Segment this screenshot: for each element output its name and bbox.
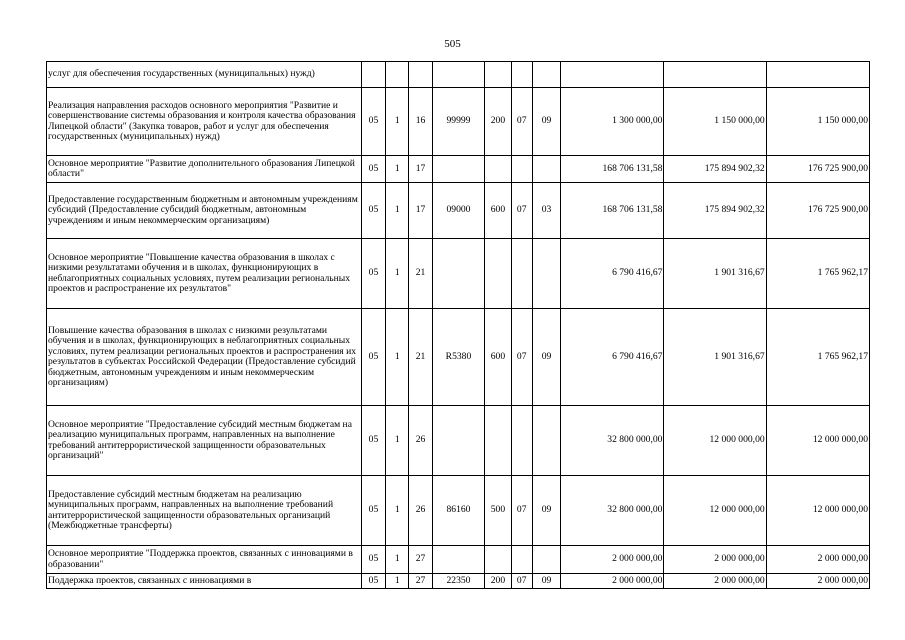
code-cell: 09 [532, 574, 560, 589]
code-cell: 16 [409, 88, 432, 156]
code-cell: 1 [386, 574, 409, 589]
amount-cell [664, 62, 766, 88]
code-cell [432, 156, 485, 183]
amount-cell: 32 800 000,00 [561, 476, 664, 546]
amount-cell [561, 62, 664, 88]
code-cell [511, 406, 532, 476]
code-cell [511, 239, 532, 309]
code-cell: 26 [409, 476, 432, 546]
code-cell: 27 [409, 546, 432, 574]
row-description: Предоставление субсидий местным бюджетам на реализацию муниципальных программ, направленных на выполнение требований антитеррористической защищенности образовательных организаций (Межбюджетные трансферты) [47, 476, 362, 546]
code-cell [432, 62, 485, 88]
code-cell [532, 156, 560, 183]
code-cell: 17 [409, 183, 432, 239]
code-cell: 07 [511, 309, 532, 406]
code-cell: 05 [361, 156, 385, 183]
table-row [47, 309, 870, 406]
amount-cell: 32 800 000,00 [561, 406, 664, 476]
code-cell: 1 [386, 546, 409, 574]
code-cell: 09000 [432, 183, 485, 239]
code-cell: 22350 [432, 574, 485, 589]
code-cell [386, 62, 409, 88]
table-row [47, 476, 870, 546]
code-cell [532, 62, 560, 88]
code-cell [432, 406, 485, 476]
code-cell [485, 239, 511, 309]
table-row [47, 62, 870, 88]
code-cell: 09 [532, 476, 560, 546]
code-cell [361, 62, 385, 88]
code-cell [485, 406, 511, 476]
amount-cell: 1 765 962,17 [766, 239, 869, 309]
code-cell: 17 [409, 156, 432, 183]
code-cell [485, 62, 511, 88]
amount-cell: 176 725 900,00 [766, 156, 869, 183]
code-cell: 1 [386, 88, 409, 156]
amount-cell: 1 300 000,00 [561, 88, 664, 156]
code-cell: 1 [386, 239, 409, 309]
code-cell [511, 62, 532, 88]
code-cell: 1 [386, 406, 409, 476]
row-description: Основное мероприятие "Развитие дополнительного образования Липецкой области" [47, 156, 362, 183]
code-cell: 07 [511, 574, 532, 589]
row-description: Реализация направления расходов основного мероприятия "Развитие и совершенствование системы образования и контроля качества образования Липецкой области" (Закупка товаров, работ и услуг для обеспечения государственных (муниципальных) нужд) [47, 88, 362, 156]
row-description: Основное мероприятие "Повышение качества образования в школах с низкими результатами обучения и в школах, функционирующих в неблагоприятных социальных условиях, путем реализации региональных проектов и распространение их результатов" [47, 239, 362, 309]
table-row [47, 88, 870, 156]
code-cell: 05 [361, 88, 385, 156]
budget-table [46, 61, 870, 589]
code-cell: 86160 [432, 476, 485, 546]
amount-cell: 2 000 000,00 [664, 546, 766, 574]
code-cell: 09 [532, 309, 560, 406]
code-cell: 09 [532, 88, 560, 156]
amount-cell: 12 000 000,00 [766, 406, 869, 476]
code-cell: 21 [409, 309, 432, 406]
table-row [47, 239, 870, 309]
code-cell: 600 [485, 309, 511, 406]
code-cell: 27 [409, 574, 432, 589]
amount-cell: 168 706 131,58 [561, 156, 664, 183]
row-description: Поддержка проектов, связанных с инновациями в [47, 574, 362, 589]
code-cell [532, 406, 560, 476]
code-cell: 1 [386, 309, 409, 406]
code-cell: 99999 [432, 88, 485, 156]
code-cell: 1 [386, 476, 409, 546]
code-cell: 600 [485, 183, 511, 239]
code-cell: 07 [511, 476, 532, 546]
code-cell: 05 [361, 546, 385, 574]
code-cell: 21 [409, 239, 432, 309]
row-description: Повышение качества образования в школах с низкими результатами обучения и в школах, функционирующих в неблагоприятных социальных условиях, путем реализации региональных проектов и распространения их результатов в субъектах Российской Федерации (Предоставление субсидий бюджетным, автономным учреждениям и иным некоммерческим организациям) [47, 309, 362, 406]
row-description: Основное мероприятие "Поддержка проектов, связанных с инновациями в образовании" [47, 546, 362, 574]
table-row [47, 183, 870, 239]
amount-cell: 2 000 000,00 [664, 574, 766, 589]
amount-cell: 12 000 000,00 [664, 476, 766, 546]
code-cell [485, 156, 511, 183]
code-cell: 07 [511, 88, 532, 156]
amount-cell: 2 000 000,00 [561, 546, 664, 574]
code-cell [532, 239, 560, 309]
row-description: Предоставление государственным бюджетным и автономным учреждениям субсидий (Предоставление субсидий бюджетным, автономным учреждениям и иным некоммерческим организациям) [47, 183, 362, 239]
code-cell: 05 [361, 309, 385, 406]
row-description: Основное мероприятие "Предоставление субсидий местным бюджетам на реализацию муниципальных программ, направленных на выполнение требований антитеррористической защищенности образовательных организаций" [47, 406, 362, 476]
amount-cell: 1 150 000,00 [664, 88, 766, 156]
code-cell [432, 239, 485, 309]
table-row [47, 546, 870, 574]
code-cell [432, 546, 485, 574]
amount-cell: 12 000 000,00 [766, 476, 869, 546]
code-cell: 05 [361, 574, 385, 589]
code-cell [511, 156, 532, 183]
amount-cell: 168 706 131,58 [561, 183, 664, 239]
code-cell: 200 [485, 574, 511, 589]
code-cell: 05 [361, 476, 385, 546]
amount-cell: 12 000 000,00 [664, 406, 766, 476]
table-row [47, 406, 870, 476]
code-cell [409, 62, 432, 88]
amount-cell: 1 765 962,17 [766, 309, 869, 406]
amount-cell: 6 790 416,67 [561, 309, 664, 406]
code-cell [485, 546, 511, 574]
code-cell: 500 [485, 476, 511, 546]
code-cell [532, 546, 560, 574]
amount-cell: 1 901 316,67 [664, 239, 766, 309]
code-cell: 1 [386, 156, 409, 183]
code-cell: 26 [409, 406, 432, 476]
amount-cell: 176 725 900,00 [766, 183, 869, 239]
amount-cell: 1 901 316,67 [664, 309, 766, 406]
table-row [47, 156, 870, 183]
table-row [47, 574, 870, 589]
amount-cell: 175 894 902,32 [664, 183, 766, 239]
amount-cell: 175 894 902,32 [664, 156, 766, 183]
code-cell: R5380 [432, 309, 485, 406]
row-description: услуг для обеспечения государственных (муниципальных) нужд) [47, 62, 362, 88]
code-cell: 03 [532, 183, 560, 239]
code-cell: 07 [511, 183, 532, 239]
amount-cell: 2 000 000,00 [766, 546, 869, 574]
page-number: 505 [444, 38, 461, 50]
amount-cell [766, 62, 869, 88]
code-cell: 05 [361, 239, 385, 309]
amount-cell: 2 000 000,00 [766, 574, 869, 589]
amount-cell: 6 790 416,67 [561, 239, 664, 309]
code-cell: 05 [361, 183, 385, 239]
amount-cell: 1 150 000,00 [766, 88, 869, 156]
code-cell: 05 [361, 406, 385, 476]
code-cell [511, 546, 532, 574]
amount-cell: 2 000 000,00 [561, 574, 664, 589]
code-cell: 1 [386, 183, 409, 239]
code-cell: 200 [485, 88, 511, 156]
